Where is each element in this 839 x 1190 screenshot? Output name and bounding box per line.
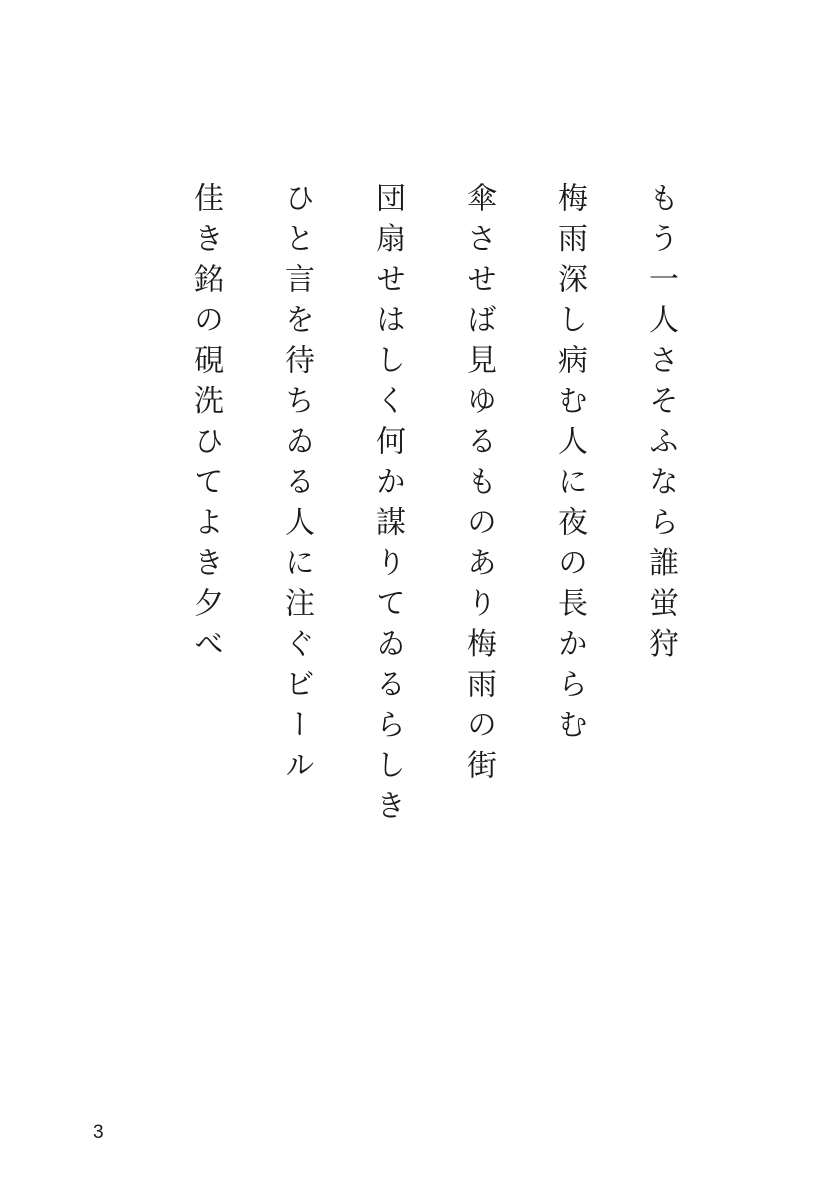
page-number: 3: [93, 1122, 104, 1143]
haiku-line: 佳き銘の硯洗ひてよき夕べ: [188, 182, 223, 668]
haiku-line: もう一人さそふなら誰蛍狩: [643, 182, 678, 668]
haiku-line: 傘させば見ゆるものあり梅雨の街: [461, 182, 496, 790]
haiku-line: ひと言を待ちゐる人に注ぐビール: [279, 182, 314, 790]
haiku-line: 梅雨深し病む人に夜の長からむ: [552, 182, 587, 749]
haiku-line: 団扇せはしく何か謀りてゐるらしき: [370, 182, 405, 830]
haiku-column-group: [188, 182, 678, 830]
